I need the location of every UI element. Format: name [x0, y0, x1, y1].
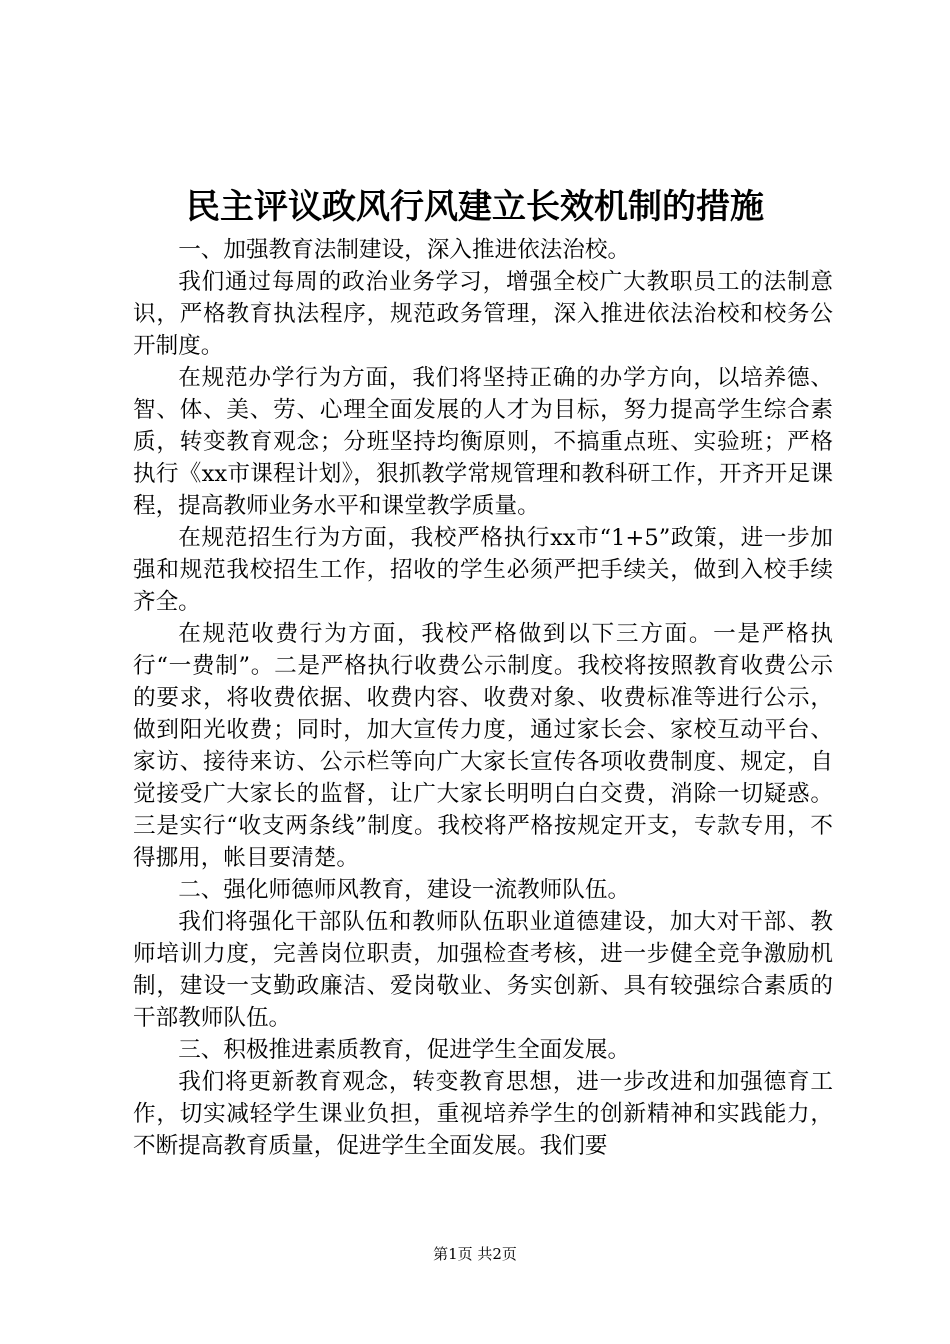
paragraph: 我们通过每周的政治业务学习，增强全校广大教职员工的法制意识，严格教育执法程序，规范政务管理，深入推进依法治校和校务公开制度。 [133, 269, 833, 359]
paragraph: 我们将强化干部队伍和教师队伍职业道德建设，加大对干部、教师培训力度，完善岗位职责，加强检查考核，进一步健全竞争激励机制，建设一支勤政廉洁、爱岗敬业、务实创新、具有较强综合素质的干部教师队伍。 [133, 909, 833, 1031]
section-heading-3: 三、积极推进素质教育，促进学生全面发展。 [178, 1037, 631, 1063]
section-heading-2: 二、强化师德师风教育，建设一流教师队伍。 [178, 877, 631, 903]
paragraph: 我们将更新教育观念，转变教育思想，进一步改进和加强德育工作，切实减轻学生课业负担，重视培养学生的创新精神和实践能力，不断提高教育质量，促进学生全面发展。我们要 [133, 1069, 833, 1159]
section-heading-1: 一、加强教育法制建设，深入推进依法治校。 [178, 237, 631, 263]
paragraph: 在规范招生行为方面，我校严格执行xx市“1+5”政策，进一步加强和规范我校招生工作，招收的学生必须严把手续关，做到入校手续齐全。 [133, 525, 833, 615]
paragraph: 在规范办学行为方面，我们将坚持正确的办学方向，以培养德、智、体、美、劳、心理全面发展的人才为目标，努力提高学生综合素质，转变教育观念；分班坚持均衡原则，不搞重点班、实验班；严格执行《xx市课程计划》，狠抓教学常规管理和教科研工作，开齐开足课程，提高教师业务水平和课堂教学质量。 [133, 365, 833, 519]
paragraph: 在规范收费行为方面，我校严格做到以下三方面。一是严格执行“一费制”。二是严格执行收费公示制度。我校将按照教育收费公示的要求，将收费依据、收费内容、收费对象、收费标准等进行公示，做到阳光收费；同时，加大宣传力度，通过家长会、家校互动平台、家访、接待来访、公示栏等向广大家长宣传各项收费制度、规定，自觉接受广大家长的监督，让广大家长明明白白交费，消除一切疑惑。三是实行“收支两条线”制度。我校将严格按规定开支，专款专用，不得挪用，帐目要清楚。 [133, 621, 833, 871]
document-body [133, 234, 833, 1162]
page-footer: 第1页 共2页 [433, 1245, 517, 1263]
document-title: 民主评议政风行风建立长效机制的措施 [186, 187, 764, 227]
